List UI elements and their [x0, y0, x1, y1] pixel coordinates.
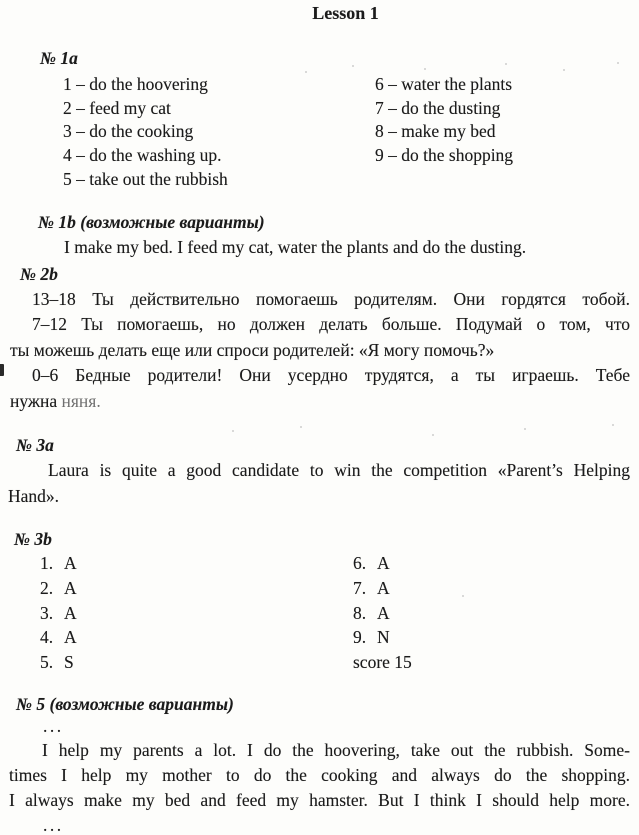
text-line: times I help my mother to do the cooking and always do the shopping.	[9, 765, 630, 786]
scan-speck	[524, 428, 526, 430]
answer-number: 2.	[40, 578, 54, 599]
answer-row	[40, 551, 353, 576]
answer-value: A	[64, 578, 77, 599]
scan-speck	[563, 69, 565, 71]
ellipsis-top: ...	[43, 716, 64, 737]
answer-row	[353, 601, 412, 626]
answer-number: 6.	[353, 553, 367, 574]
text-line: 13–18 Ты действительно помогаешь родителям. Они гордятся тобой.	[32, 288, 630, 309]
section-heading-3a: № 3a	[16, 435, 54, 456]
answer-value: S	[64, 651, 74, 672]
scan-speck	[424, 68, 426, 70]
answer-number: 4.	[40, 627, 54, 648]
answer-row	[353, 625, 412, 650]
list-item: 4 – do the washing up.	[63, 145, 222, 166]
page-title: Lesson 1	[312, 3, 379, 23]
scan-speck	[352, 65, 354, 67]
section-heading-1b: № 1b (возможные варианты)	[38, 211, 265, 232]
answer-row	[40, 650, 353, 675]
section-heading-3b: № 3b	[14, 529, 52, 550]
section-3a-text	[8, 458, 630, 509]
answer-number: 3.	[40, 602, 54, 623]
answer-value: A	[377, 602, 390, 623]
answer-value: A	[64, 627, 77, 648]
section-heading-2b: № 2b	[20, 263, 58, 284]
list-item: 6 – water the plants	[375, 74, 513, 94]
text-run: нужна	[10, 390, 62, 411]
text-line	[10, 389, 630, 415]
scan-speck	[232, 430, 234, 432]
answer-row	[40, 576, 353, 601]
answer-number: 8.	[353, 602, 367, 623]
list-column-left	[63, 73, 375, 192]
faded-text-run: няня.	[61, 390, 101, 411]
list-item: 8 – make my bed	[375, 121, 496, 142]
answer-value: A	[64, 553, 77, 574]
scan-speck	[432, 434, 434, 436]
scan-speck	[505, 63, 507, 65]
answer-value: A	[64, 602, 77, 623]
scan-edge-artifact	[0, 364, 4, 376]
answer-number: 5.	[40, 651, 54, 672]
ellipsis-bottom: ...	[43, 815, 64, 835]
answer-row	[40, 625, 353, 650]
text-line: I help my parents a lot. I do the hoovering, take out the rubbish. Some-	[42, 740, 630, 761]
scan-speck	[462, 595, 464, 597]
text-line: ты можешь делать еще или спроси родителей: «Я могу помочь?»	[10, 339, 495, 360]
text-line: Hand».	[8, 485, 60, 506]
text-line: Laura is quite a good candidate to win the competition «Parent’s Helping	[48, 460, 630, 481]
section-heading-5: № 5 (возможные варианты)	[16, 694, 234, 715]
answer-row	[353, 576, 412, 601]
list-column-right	[375, 73, 513, 192]
list-item: 5 – take out the rubbish	[63, 168, 228, 189]
list-item: 9 – do the shopping	[375, 145, 514, 166]
answer-number: 9.	[353, 627, 367, 648]
answer-number: 7.	[353, 578, 367, 599]
answer-row	[40, 601, 353, 626]
section-heading-1a: № 1a	[40, 48, 78, 68]
text-line: 7–12 Ты помогаешь, но должен делать больше. Подумай о том, что	[32, 314, 630, 335]
answer-number: 1.	[40, 553, 54, 574]
answer-value: N	[377, 627, 390, 648]
list-item: 7 – do the dusting	[375, 97, 501, 118]
section-5-text	[9, 738, 630, 813]
scan-speck	[305, 71, 307, 73]
list-item: 1 – do the hoovering	[63, 74, 208, 94]
answer-row	[353, 551, 412, 576]
section-3b-answers	[40, 551, 639, 674]
list-item: 2 – feed my cat	[63, 97, 171, 118]
answers-column-right	[353, 551, 412, 674]
scan-speck	[300, 426, 302, 428]
section-1a-list	[63, 73, 639, 192]
answer-value: A	[377, 578, 390, 599]
score-row: score 15	[353, 651, 412, 672]
section-1b-answer: I make my bed. I feed my cat, water the plants and do the dusting.	[64, 236, 527, 257]
section-2b-text	[10, 287, 630, 415]
answers-column-left	[40, 551, 353, 674]
text-line: 0–6 Бедные родители! Они усердно трудятся, а ты играешь. Тебе	[32, 365, 630, 386]
text-line: I always make my bed and feed my hamster. But I think I should help more.	[9, 790, 630, 811]
answer-value: A	[377, 553, 390, 574]
scan-speck	[612, 424, 614, 426]
scan-speck	[617, 62, 619, 64]
list-item: 3 – do the cooking	[63, 121, 194, 142]
